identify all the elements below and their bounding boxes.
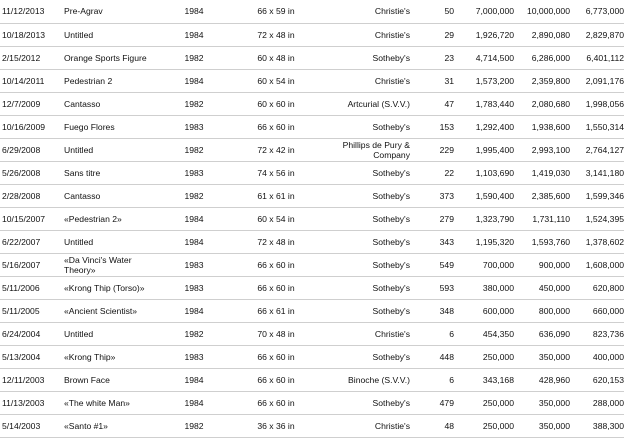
- high-estimate-cell: 2,993,100: [514, 138, 570, 161]
- high-estimate-cell: 428,960: [514, 368, 570, 391]
- year-cell: 1983: [162, 161, 226, 184]
- lot-number-cell: 153: [410, 115, 454, 138]
- artwork-title-cell: Brown Face: [64, 368, 162, 391]
- year-cell: 1984: [162, 368, 226, 391]
- auction-house-cell: Sotheby's: [326, 230, 410, 253]
- high-estimate-cell: 1,419,030: [514, 161, 570, 184]
- artwork-title-cell: Pre-Agrav: [64, 0, 162, 23]
- table-row: [0, 414, 624, 437]
- artwork-title-cell: «Santo #1»: [64, 414, 162, 437]
- high-estimate-cell: 636,090: [514, 322, 570, 345]
- auction-house-cell: Sotheby's: [326, 253, 410, 276]
- sale-date-cell: 10/18/2013: [0, 23, 64, 46]
- high-estimate-cell: 2,890,080: [514, 23, 570, 46]
- dimensions-cell: 66 x 60 in: [226, 115, 326, 138]
- sale-date-cell: 11/12/2013: [0, 0, 64, 23]
- low-estimate-cell: 250,000: [454, 391, 514, 414]
- dimensions-cell: 60 x 60 in: [226, 92, 326, 115]
- sale-date-cell: 5/11/2006: [0, 276, 64, 299]
- lot-number-cell: 47: [410, 92, 454, 115]
- artwork-title-cell: Orange Sports Figure: [64, 46, 162, 69]
- artwork-title-cell: «Pedestrian 2»: [64, 207, 162, 230]
- sale-date-cell: 10/16/2009: [0, 115, 64, 138]
- sale-date-cell: 11/13/2003: [0, 391, 64, 414]
- table-row: [0, 92, 624, 115]
- lot-number-cell: 6: [410, 322, 454, 345]
- sale-date-cell: 5/16/2007: [0, 253, 64, 276]
- year-cell: 1982: [162, 414, 226, 437]
- artwork-title-cell: «Ancient Scientist»: [64, 299, 162, 322]
- artwork-title-cell: Sans titre: [64, 161, 162, 184]
- low-estimate-cell: 4,714,500: [454, 46, 514, 69]
- sale-date-cell: 5/11/2005: [0, 299, 64, 322]
- table-row: [0, 69, 624, 92]
- dimensions-cell: 60 x 54 in: [226, 207, 326, 230]
- table-row: [0, 46, 624, 69]
- high-estimate-cell: 350,000: [514, 414, 570, 437]
- year-cell: 1984: [162, 299, 226, 322]
- auction-house-cell: Sotheby's: [326, 345, 410, 368]
- low-estimate-cell: 600,000: [454, 299, 514, 322]
- sale-date-cell: 12/11/2003: [0, 368, 64, 391]
- sale-date-cell: 5/13/2004: [0, 345, 64, 368]
- year-cell: 1982: [162, 322, 226, 345]
- low-estimate-cell: 1,103,690: [454, 161, 514, 184]
- low-estimate-cell: 250,000: [454, 414, 514, 437]
- auction-house-cell: Sotheby's: [326, 391, 410, 414]
- low-estimate-cell: 1,323,790: [454, 207, 514, 230]
- year-cell: 1982: [162, 184, 226, 207]
- lot-number-cell: 549: [410, 253, 454, 276]
- dimensions-cell: 72 x 48 in: [226, 23, 326, 46]
- price-realized-cell: 2,091,176: [570, 69, 624, 92]
- low-estimate-cell: 454,350: [454, 322, 514, 345]
- low-estimate-cell: 343,168: [454, 368, 514, 391]
- auction-house-cell: Artcurial (S.V.V.): [326, 92, 410, 115]
- table-row: [0, 207, 624, 230]
- artwork-title-cell: Fuego Flores: [64, 115, 162, 138]
- artwork-title-cell: Cantasso: [64, 92, 162, 115]
- lot-number-cell: 31: [410, 69, 454, 92]
- low-estimate-cell: 1,573,200: [454, 69, 514, 92]
- table-row: [0, 322, 624, 345]
- sale-date-cell: 2/28/2008: [0, 184, 64, 207]
- table-row: [0, 368, 624, 391]
- dimensions-cell: 66 x 60 in: [226, 345, 326, 368]
- table-row: [0, 23, 624, 46]
- table-row: [0, 115, 624, 138]
- dimensions-cell: 36 x 36 in: [226, 414, 326, 437]
- price-realized-cell: 1,378,602: [570, 230, 624, 253]
- table-row: [0, 253, 624, 276]
- table-row: [0, 230, 624, 253]
- high-estimate-cell: 1,938,600: [514, 115, 570, 138]
- low-estimate-cell: 250,000: [454, 345, 514, 368]
- low-estimate-cell: 7,000,000: [454, 0, 514, 23]
- high-estimate-cell: 900,000: [514, 253, 570, 276]
- auction-house-cell: Sotheby's: [326, 299, 410, 322]
- artwork-title-cell: Pedestrian 2: [64, 69, 162, 92]
- sale-date-cell: 6/24/2004: [0, 322, 64, 345]
- artwork-title-cell: Untitled: [64, 138, 162, 161]
- price-realized-cell: 620,800: [570, 276, 624, 299]
- year-cell: 1984: [162, 0, 226, 23]
- dimensions-cell: 72 x 42 in: [226, 138, 326, 161]
- auction-house-cell: Sotheby's: [326, 207, 410, 230]
- sale-date-cell: 5/26/2008: [0, 161, 64, 184]
- artwork-title-cell: Untitled: [64, 322, 162, 345]
- price-realized-cell: 6,401,112: [570, 46, 624, 69]
- lot-number-cell: 23: [410, 46, 454, 69]
- auction-house-cell: Christie's: [326, 414, 410, 437]
- price-realized-cell: 620,153: [570, 368, 624, 391]
- year-cell: 1983: [162, 115, 226, 138]
- auction-house-cell: Sotheby's: [326, 276, 410, 299]
- sale-date-cell: 5/14/2003: [0, 414, 64, 437]
- lot-number-cell: 479: [410, 391, 454, 414]
- lot-number-cell: 448: [410, 345, 454, 368]
- dimensions-cell: 70 x 48 in: [226, 322, 326, 345]
- auction-house-cell: Christie's: [326, 322, 410, 345]
- dimensions-cell: 66 x 61 in: [226, 299, 326, 322]
- artwork-title-cell: Cantasso: [64, 184, 162, 207]
- high-estimate-cell: 350,000: [514, 391, 570, 414]
- artwork-title-cell: «Krong Thip (Torso)»: [64, 276, 162, 299]
- price-realized-cell: 2,764,127: [570, 138, 624, 161]
- year-cell: 1984: [162, 23, 226, 46]
- lot-number-cell: 48: [410, 414, 454, 437]
- dimensions-cell: 61 x 61 in: [226, 184, 326, 207]
- lot-number-cell: 29: [410, 23, 454, 46]
- sale-date-cell: 12/7/2009: [0, 92, 64, 115]
- price-realized-cell: 288,000: [570, 391, 624, 414]
- year-cell: 1983: [162, 345, 226, 368]
- table-row: [0, 138, 624, 161]
- dimensions-cell: 72 x 48 in: [226, 230, 326, 253]
- price-realized-cell: 3,141,180: [570, 161, 624, 184]
- table-row: [0, 184, 624, 207]
- lot-number-cell: 50: [410, 0, 454, 23]
- artwork-title-cell: «The white Man»: [64, 391, 162, 414]
- high-estimate-cell: 10,000,000: [514, 0, 570, 23]
- year-cell: 1982: [162, 46, 226, 69]
- price-realized-cell: 823,736: [570, 322, 624, 345]
- auction-house-cell: Phillips de Pury & Company: [326, 138, 410, 161]
- price-realized-cell: 1,599,346: [570, 184, 624, 207]
- year-cell: 1983: [162, 253, 226, 276]
- table-row: [0, 345, 624, 368]
- auction-house-cell: Sotheby's: [326, 161, 410, 184]
- table-row: [0, 276, 624, 299]
- low-estimate-cell: 1,292,400: [454, 115, 514, 138]
- price-realized-cell: 388,300: [570, 414, 624, 437]
- high-estimate-cell: 2,359,800: [514, 69, 570, 92]
- price-realized-cell: 1,550,314: [570, 115, 624, 138]
- low-estimate-cell: 1,590,400: [454, 184, 514, 207]
- table-row: [0, 391, 624, 414]
- high-estimate-cell: 800,000: [514, 299, 570, 322]
- lot-number-cell: 343: [410, 230, 454, 253]
- price-realized-cell: 1,608,000: [570, 253, 624, 276]
- sale-date-cell: 2/15/2012: [0, 46, 64, 69]
- lot-number-cell: 229: [410, 138, 454, 161]
- low-estimate-cell: 1,995,400: [454, 138, 514, 161]
- low-estimate-cell: 380,000: [454, 276, 514, 299]
- price-realized-cell: 1,524,395: [570, 207, 624, 230]
- dimensions-cell: 74 x 56 in: [226, 161, 326, 184]
- auction-house-cell: Sotheby's: [326, 46, 410, 69]
- sale-date-cell: 10/14/2011: [0, 69, 64, 92]
- auction-house-cell: Christie's: [326, 69, 410, 92]
- dimensions-cell: 66 x 60 in: [226, 368, 326, 391]
- lot-number-cell: 279: [410, 207, 454, 230]
- lot-number-cell: 593: [410, 276, 454, 299]
- high-estimate-cell: 2,385,600: [514, 184, 570, 207]
- dimensions-cell: 66 x 60 in: [226, 276, 326, 299]
- auction-house-cell: Sotheby's: [326, 184, 410, 207]
- lot-number-cell: 6: [410, 368, 454, 391]
- price-realized-cell: 2,829,870: [570, 23, 624, 46]
- year-cell: 1982: [162, 92, 226, 115]
- high-estimate-cell: 1,593,760: [514, 230, 570, 253]
- artwork-title-cell: Untitled: [64, 23, 162, 46]
- sale-date-cell: 6/22/2007: [0, 230, 64, 253]
- dimensions-cell: 66 x 59 in: [226, 0, 326, 23]
- table-row: [0, 299, 624, 322]
- year-cell: 1983: [162, 276, 226, 299]
- artwork-title-cell: «Krong Thip»: [64, 345, 162, 368]
- year-cell: 1984: [162, 230, 226, 253]
- low-estimate-cell: 1,783,440: [454, 92, 514, 115]
- dimensions-cell: 60 x 48 in: [226, 46, 326, 69]
- dimensions-cell: 60 x 54 in: [226, 69, 326, 92]
- high-estimate-cell: 1,731,110: [514, 207, 570, 230]
- artwork-title-cell: «Da Vinci's Water Theory»: [64, 253, 162, 276]
- high-estimate-cell: 450,000: [514, 276, 570, 299]
- price-realized-cell: 400,000: [570, 345, 624, 368]
- high-estimate-cell: 350,000: [514, 345, 570, 368]
- price-realized-cell: 6,773,000: [570, 0, 624, 23]
- price-realized-cell: 1,998,056: [570, 92, 624, 115]
- dimensions-cell: 66 x 60 in: [226, 253, 326, 276]
- low-estimate-cell: 1,195,320: [454, 230, 514, 253]
- auction-house-cell: Christie's: [326, 23, 410, 46]
- auction-house-cell: Binoche (S.V.V.): [326, 368, 410, 391]
- price-realized-cell: 660,000: [570, 299, 624, 322]
- lot-number-cell: 373: [410, 184, 454, 207]
- auction-house-cell: Sotheby's: [326, 115, 410, 138]
- lot-number-cell: 22: [410, 161, 454, 184]
- high-estimate-cell: 6,286,000: [514, 46, 570, 69]
- lot-number-cell: 348: [410, 299, 454, 322]
- artwork-title-cell: Untitled: [64, 230, 162, 253]
- high-estimate-cell: 2,080,680: [514, 92, 570, 115]
- sale-date-cell: 10/15/2007: [0, 207, 64, 230]
- year-cell: 1984: [162, 391, 226, 414]
- low-estimate-cell: 700,000: [454, 253, 514, 276]
- auction-house-cell: Christie's: [326, 0, 410, 23]
- year-cell: 1982: [162, 138, 226, 161]
- table-row: [0, 161, 624, 184]
- year-cell: 1984: [162, 207, 226, 230]
- low-estimate-cell: 1,926,720: [454, 23, 514, 46]
- dimensions-cell: 66 x 60 in: [226, 391, 326, 414]
- table-row: [0, 0, 624, 23]
- year-cell: 1984: [162, 69, 226, 92]
- sale-date-cell: 6/29/2008: [0, 138, 64, 161]
